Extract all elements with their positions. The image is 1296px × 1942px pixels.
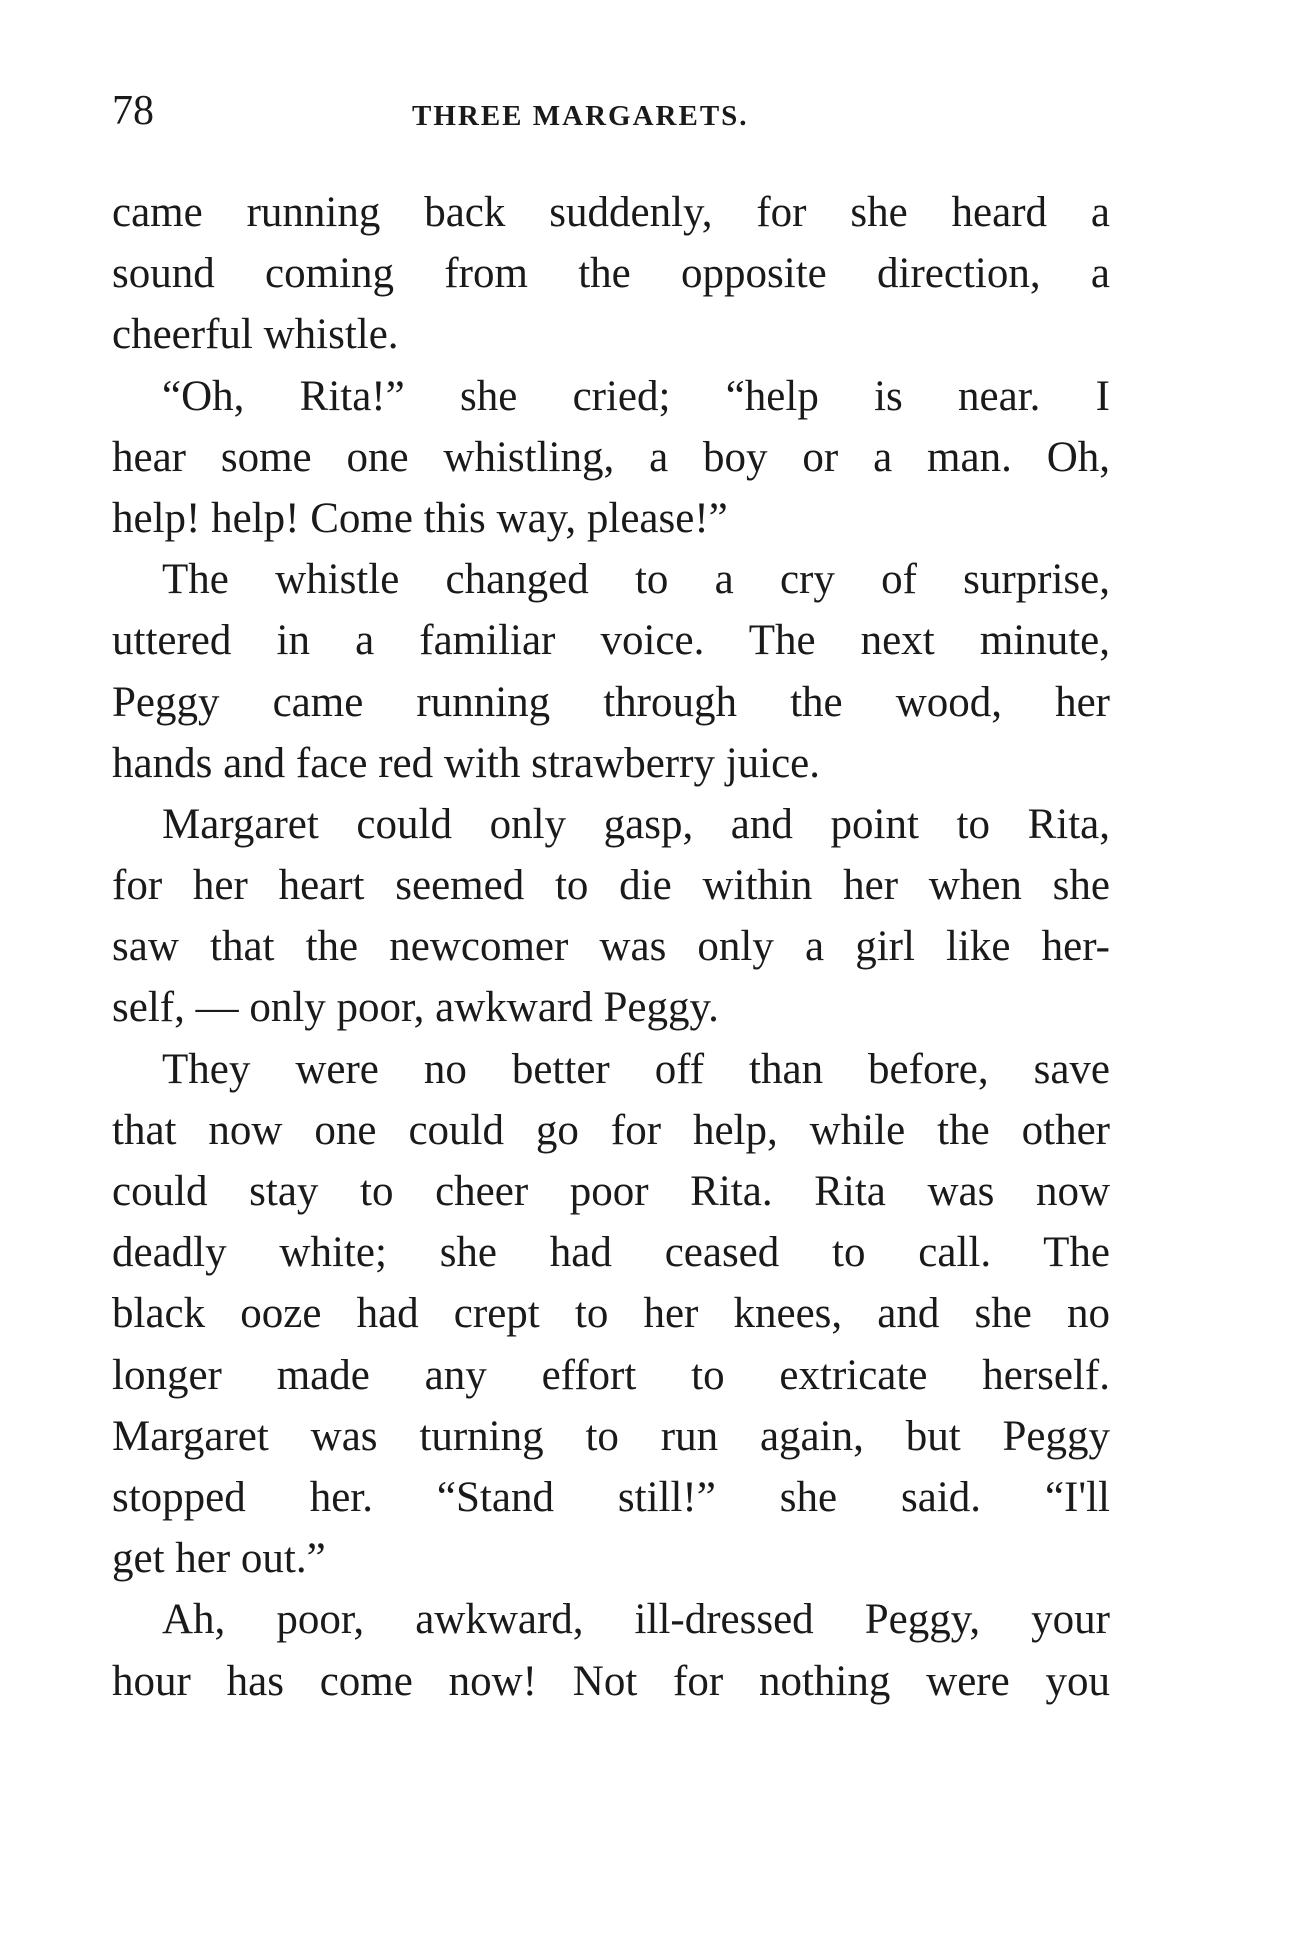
- text-line: “Oh, Rita!” she cried; “help is near. I: [162, 372, 1110, 420]
- text-line: could stay to cheer poor Rita. Rita was now: [112, 1168, 1110, 1215]
- text-line: for her heart seemed to die within her when she: [112, 862, 1110, 910]
- text-line: came running back suddenly, for she heard a: [112, 189, 1110, 236]
- text-line: saw that the newcomer was only a girl like her-: [112, 923, 1110, 971]
- text-line: sound coming from the opposite direction, a: [112, 250, 1110, 298]
- text-line: uttered in a familiar voice. The next minute,: [112, 617, 1110, 665]
- page-number: 78: [112, 88, 154, 134]
- text-line: They were no better off than before, save: [162, 1045, 1110, 1093]
- text-line: Margaret was turning to run again, but Peggy: [112, 1412, 1110, 1460]
- text-line: get her out.”: [112, 1535, 326, 1583]
- running-title: THREE MARGARETS.: [412, 100, 749, 132]
- text-line: self, — only poor, awkward Peggy.: [112, 984, 719, 1032]
- text-line: hour has come now! Not for nothing were you: [112, 1657, 1110, 1705]
- text-line: black ooze had crept to her knees, and she no: [112, 1290, 1110, 1338]
- text-line: longer made any effort to extricate herself.: [112, 1351, 1110, 1399]
- page-header: [112, 86, 1112, 146]
- text-line: The whistle changed to a cry of surprise,: [162, 556, 1110, 604]
- text-line: stopped her. “Stand still!” she said. “I'll: [112, 1473, 1110, 1521]
- text-line: cheerful whistle.: [112, 311, 399, 359]
- text-line: Margaret could only gasp, and point to Rita,: [162, 800, 1110, 848]
- text-line: deadly white; she had ceased to call. The: [112, 1229, 1110, 1277]
- text-line: Peggy came running through the wood, her: [112, 678, 1110, 726]
- text-line: that now one could go for help, while the other: [112, 1106, 1110, 1154]
- text-line: Ah, poor, awkward, ill-dressed Peggy, your: [162, 1596, 1110, 1644]
- text-line: hear some one whistling, a boy or a man. Oh,: [112, 433, 1110, 481]
- text-line: help! help! Come this way, please!”: [112, 494, 728, 542]
- text-line: hands and face red with strawberry juice.: [112, 739, 821, 787]
- body-text: [112, 182, 1110, 1712]
